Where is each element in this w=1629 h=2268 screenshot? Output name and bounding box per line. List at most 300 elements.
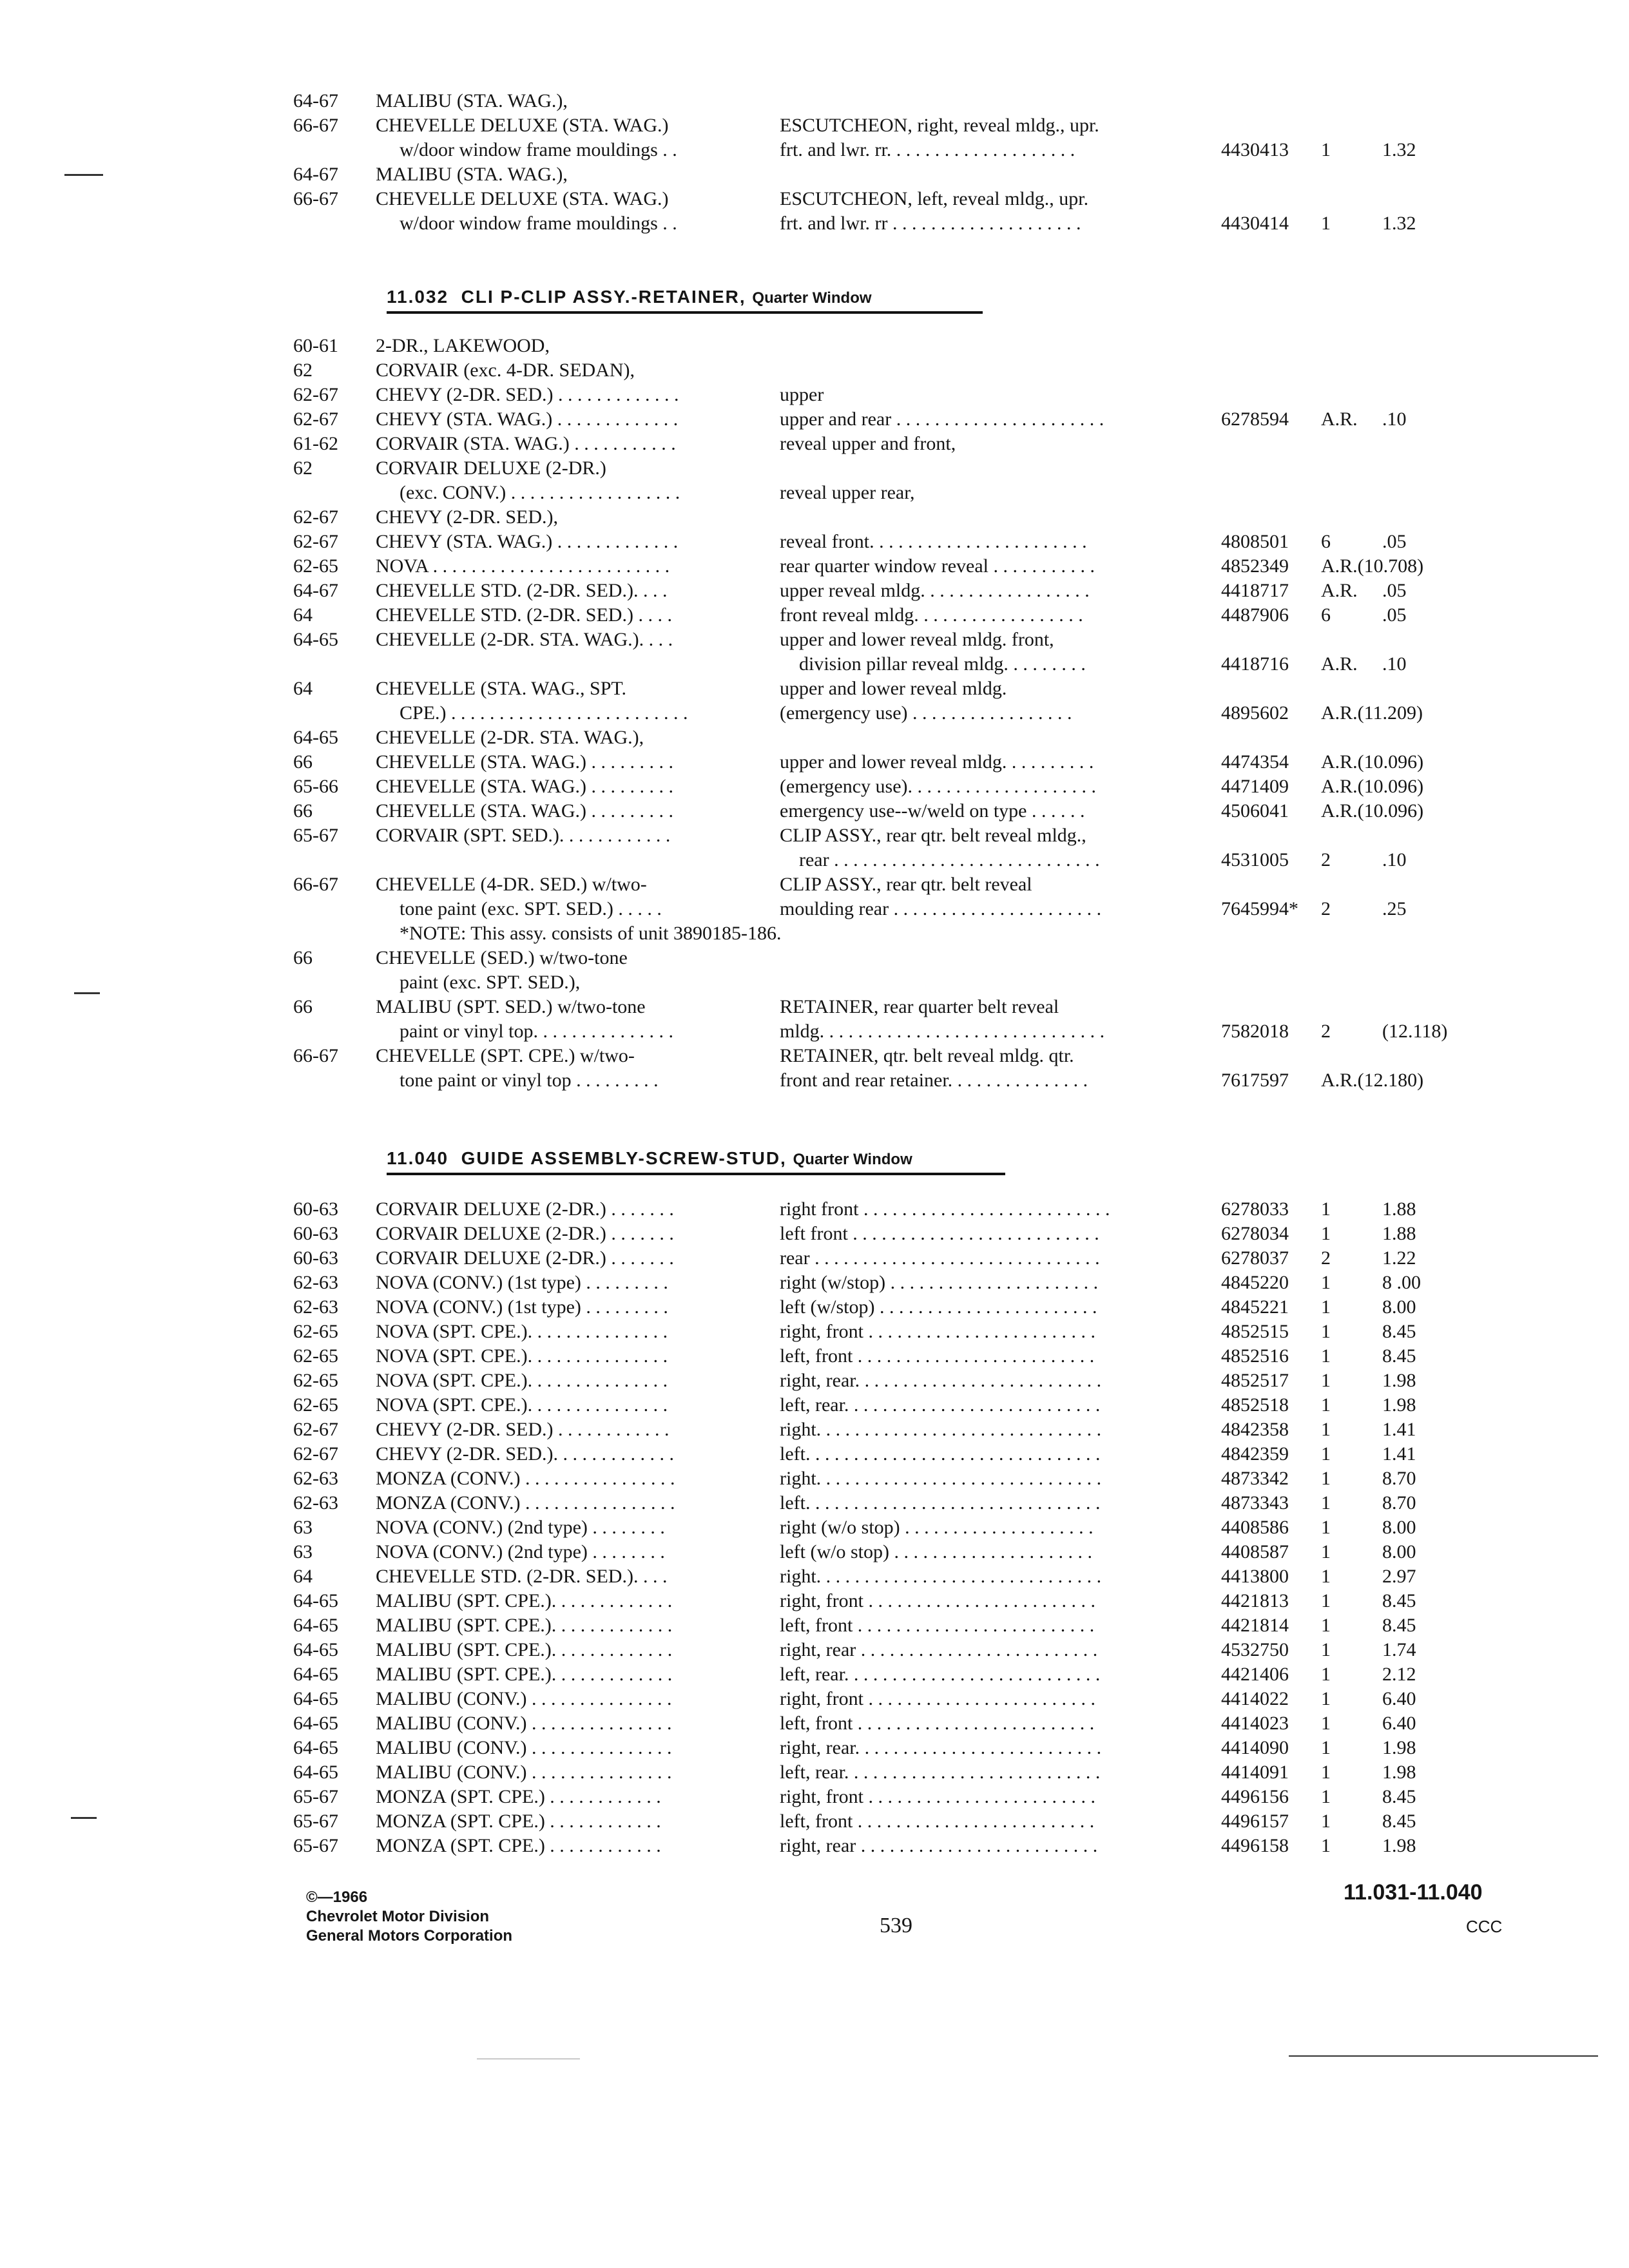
entry-quantity: 1: [1321, 1786, 1331, 1807]
entry-part-number: 4842358: [1221, 1419, 1289, 1440]
entry-year: 66: [293, 751, 313, 773]
entry-description: right (w/o stop) . . . . . . . . . . . . . . . . . . . .: [780, 1517, 1094, 1538]
entry-part-number: 4895602: [1221, 702, 1289, 724]
entry-part-number: 4414023: [1221, 1713, 1289, 1734]
entry-description: division pillar reveal mldg. . . . . . . . .: [799, 653, 1086, 675]
entry-model: CORVAIR (STA. WAG.) . . . . . . . . . . .: [376, 433, 676, 454]
entry-part-number: 4421813: [1221, 1590, 1289, 1611]
entry-model: NOVA (CONV.) (2nd type) . . . . . . . .: [376, 1541, 665, 1562]
entry-model: MONZA (CONV.) . . . . . . . . . . . . . . . .: [376, 1468, 675, 1489]
entry-price: 1.88: [1382, 1223, 1416, 1244]
entry-model: MALIBU (CONV.) . . . . . . . . . . . . . . .: [376, 1762, 672, 1783]
entry-model: MALIBU (SPT. CPE.). . . . . . . . . . . . .: [376, 1590, 673, 1611]
entry-price: .05: [1382, 604, 1407, 626]
entry-description: emergency use--w/weld on type . . . . . .: [780, 800, 1085, 822]
entry-description: left, rear. . . . . . . . . . . . . . . . . . . . . . . . . . .: [780, 1664, 1101, 1685]
entry-model: MONZA (CONV.) . . . . . . . . . . . . . . . .: [376, 1492, 675, 1514]
entry-description: left, front . . . . . . . . . . . . . . . . . . . . . . . . .: [780, 1615, 1095, 1636]
entry-year: 60-63: [293, 1198, 338, 1220]
entry-year: 62-65: [293, 1345, 338, 1367]
entry-description: moulding rear . . . . . . . . . . . . . . . . . . . . . .: [780, 898, 1102, 919]
entry-price: 6.40: [1382, 1688, 1416, 1709]
entry-year: 64-67: [293, 580, 338, 601]
entry-model: NOVA (SPT. CPE.). . . . . . . . . . . . . . .: [376, 1394, 668, 1416]
entry-description: right, front . . . . . . . . . . . . . . . . . . . . . . . .: [780, 1688, 1095, 1709]
entry-year: 64-65: [293, 1639, 338, 1660]
entry-model: NOVA (SPT. CPE.). . . . . . . . . . . . . . .: [376, 1321, 668, 1342]
entry-price: 6.40: [1382, 1713, 1416, 1734]
entry-price: 8.45: [1382, 1321, 1416, 1342]
entry-quantity: 1: [1321, 1541, 1331, 1562]
entry-price: .05: [1382, 531, 1407, 552]
entry-description: reveal upper and front,: [780, 433, 956, 454]
entry-model: CHEVELLE (SED.) w/two-tone: [376, 947, 628, 968]
entry-description: upper reveal mldg. . . . . . . . . . . . . . . . . .: [780, 580, 1090, 601]
entry-part-number: 4430413: [1221, 139, 1289, 160]
entry-quantity: A.R.(12.180): [1321, 1070, 1424, 1091]
entry-year: 63: [293, 1541, 313, 1562]
entry-quantity: 1: [1321, 1615, 1331, 1636]
entry-model: MALIBU (STA. WAG.),: [376, 90, 568, 111]
entry-price: 1.98: [1382, 1835, 1416, 1856]
entry-year: 62-63: [293, 1492, 338, 1514]
entry-year: 64-65: [293, 629, 338, 650]
entry-price: 8.70: [1382, 1492, 1416, 1514]
entry-part-number: 4414090: [1221, 1737, 1289, 1758]
entry-year: 62-67: [293, 384, 338, 405]
entry-part-number: 4852516: [1221, 1345, 1289, 1367]
entry-price: 8.45: [1382, 1345, 1416, 1367]
entry-year: 61-62: [293, 433, 338, 454]
entry-year: 66: [293, 800, 313, 822]
entry-model: CHEVELLE DELUXE (STA. WAG.): [376, 188, 669, 209]
entry-year: 66-67: [293, 874, 338, 895]
entry-description: left. . . . . . . . . . . . . . . . . . . . . . . . . . . . . . .: [780, 1443, 1101, 1465]
entry-price: .25: [1382, 898, 1407, 919]
entry-year: 64-67: [293, 90, 338, 111]
entry-price: 8.45: [1382, 1590, 1416, 1611]
entry-description: left. . . . . . . . . . . . . . . . . . . . . . . . . . . . . . .: [780, 1492, 1101, 1514]
copyright: ©—1966: [306, 1888, 368, 1906]
entry-year: 62-67: [293, 408, 338, 430]
entry-part-number: 7582018: [1221, 1021, 1289, 1042]
entry-price: 1.22: [1382, 1247, 1416, 1269]
entry-model: CHEVELLE (2-DR. STA. WAG.). . . .: [376, 629, 673, 650]
entry-year: 66: [293, 996, 313, 1017]
entry-year: 64-67: [293, 164, 338, 185]
entry-year: 64-65: [293, 1615, 338, 1636]
entry-model: CHEVY (STA. WAG.) . . . . . . . . . . . . .: [376, 531, 679, 552]
entry-quantity: 1: [1321, 1590, 1331, 1611]
entry-quantity: 1: [1321, 1737, 1331, 1758]
entry-price: 8.45: [1382, 1786, 1416, 1807]
entry-description: right, rear . . . . . . . . . . . . . . . . . . . . . . . . .: [780, 1835, 1098, 1856]
entry-part-number: 4413800: [1221, 1566, 1289, 1587]
entry-year: 63: [293, 1517, 313, 1538]
division-name: Chevrolet Motor Division: [306, 1908, 490, 1925]
entry-quantity: 1: [1321, 1321, 1331, 1342]
entry-part-number: 4496157: [1221, 1811, 1289, 1832]
entry-description: (emergency use). . . . . . . . . . . . . . . . . . . .: [780, 776, 1097, 797]
entry-price: 8.70: [1382, 1468, 1416, 1489]
entry-year: 64-65: [293, 1713, 338, 1734]
entry-description: right. . . . . . . . . . . . . . . . . . . . . . . . . . . . . .: [780, 1566, 1102, 1587]
scan-mark: [71, 1817, 97, 1819]
entry-quantity: A.R.(10.096): [1321, 800, 1424, 822]
entry-year: 66: [293, 947, 313, 968]
entry-part-number: 6278033: [1221, 1198, 1289, 1220]
entry-part-number: 4421406: [1221, 1664, 1289, 1685]
entry-price: 1.74: [1382, 1639, 1416, 1660]
entry-quantity: 6: [1321, 604, 1331, 626]
scan-mark: [1289, 2055, 1598, 2057]
entry-year: 64-65: [293, 1590, 338, 1611]
entry-model: w/door window frame mouldings . .: [400, 139, 677, 160]
entry-description: frt. and lwr. rr. . . . . . . . . . . . . . . . . . . .: [780, 139, 1075, 160]
entry-part-number: 6278594: [1221, 408, 1289, 430]
entry-part-number: 4808501: [1221, 531, 1289, 552]
entry-model: MONZA (SPT. CPE.) . . . . . . . . . . . .: [376, 1835, 661, 1856]
entry-part-number: 4852515: [1221, 1321, 1289, 1342]
entry-model: paint or vinyl top. . . . . . . . . . . . . . .: [400, 1021, 673, 1042]
entry-model: NOVA (CONV.) (2nd type) . . . . . . . .: [376, 1517, 665, 1538]
entry-model: w/door window frame mouldings . .: [400, 213, 677, 234]
entry-model: NOVA . . . . . . . . . . . . . . . . . . . . . . . . .: [376, 555, 670, 577]
entry-model: MALIBU (CONV.) . . . . . . . . . . . . . . .: [376, 1737, 672, 1758]
entry-description: rear . . . . . . . . . . . . . . . . . . . . . . . . . . . . . .: [780, 1247, 1100, 1269]
entry-description: left (w/stop) . . . . . . . . . . . . . . . . . . . . . . .: [780, 1296, 1097, 1318]
entry-part-number: 7617597: [1221, 1070, 1289, 1091]
entry-description: left front . . . . . . . . . . . . . . . . . . . . . . . . . .: [780, 1223, 1099, 1244]
entry-part-number: 4414022: [1221, 1688, 1289, 1709]
entry-model: CHEVELLE (STA. WAG.) . . . . . . . . .: [376, 776, 673, 797]
entry-quantity: A.R.(10.096): [1321, 776, 1424, 797]
entry-description: front and rear retainer. . . . . . . . . . . . . . .: [780, 1070, 1088, 1091]
entry-price: .10: [1382, 408, 1407, 430]
entry-description: right, rear. . . . . . . . . . . . . . . . . . . . . . . . . .: [780, 1370, 1102, 1391]
entry-description: left, front . . . . . . . . . . . . . . . . . . . . . . . . .: [780, 1345, 1095, 1367]
entry-quantity: 1: [1321, 1811, 1331, 1832]
entry-model: CORVAIR DELUXE (2-DR.) . . . . . . .: [376, 1198, 674, 1220]
entry-part-number: 4496158: [1221, 1835, 1289, 1856]
entry-year: 64-65: [293, 1762, 338, 1783]
entry-year: 62-65: [293, 1321, 338, 1342]
entry-part-number: 4532750: [1221, 1639, 1289, 1660]
entry-quantity: 1: [1321, 1688, 1331, 1709]
entry-description: left, rear. . . . . . . . . . . . . . . . . . . . . . . . . . .: [780, 1762, 1101, 1783]
entry-part-number: 4531005: [1221, 849, 1289, 870]
entry-part-number: 4430414: [1221, 213, 1289, 234]
entry-quantity: 1: [1321, 1443, 1331, 1465]
entry-price: 2.12: [1382, 1664, 1416, 1685]
entry-model: NOVA (SPT. CPE.). . . . . . . . . . . . . . .: [376, 1345, 668, 1367]
entry-description: rear . . . . . . . . . . . . . . . . . . . . . . . . . . . .: [799, 849, 1100, 870]
entry-model: CHEVELLE (2-DR. STA. WAG.),: [376, 727, 644, 748]
entry-part-number: 4852518: [1221, 1394, 1289, 1416]
entry-year: 62-63: [293, 1272, 338, 1293]
entry-description: reveal upper rear,: [780, 482, 915, 503]
entry-model: NOVA (SPT. CPE.). . . . . . . . . . . . . . .: [376, 1370, 668, 1391]
entry-quantity: A.R.(10.096): [1321, 751, 1424, 773]
entry-model: CHEVELLE STD. (2-DR. SED.). . . .: [376, 580, 668, 601]
entry-year: 64-65: [293, 1737, 338, 1758]
scan-mark: [64, 174, 103, 176]
entry-description: CLIP ASSY., rear qtr. belt reveal: [780, 874, 1032, 895]
entry-model: CHEVELLE (SPT. CPE.) w/two-: [376, 1045, 635, 1066]
entry-year: 62-63: [293, 1468, 338, 1489]
entry-year: 64: [293, 604, 313, 626]
entry-description: mldg. . . . . . . . . . . . . . . . . . . . . . . . . . . . . .: [780, 1021, 1105, 1042]
entry-quantity: A.R.: [1321, 408, 1358, 430]
entry-year: 60-61: [293, 335, 338, 356]
entry-quantity: 1: [1321, 1419, 1331, 1440]
entry-model: tone paint or vinyl top . . . . . . . . .: [400, 1070, 659, 1091]
entry-year: 62-65: [293, 1370, 338, 1391]
entry-description: right, rear . . . . . . . . . . . . . . . . . . . . . . . . .: [780, 1639, 1098, 1660]
entry-description: right (w/stop) . . . . . . . . . . . . . . . . . . . . . .: [780, 1272, 1099, 1293]
entry-price: .10: [1382, 653, 1407, 675]
entry-year: 62: [293, 360, 313, 381]
entry-quantity: 6: [1321, 531, 1331, 552]
section-range: 11.031-11.040: [1344, 1880, 1483, 1905]
entry-price: 1.88: [1382, 1198, 1416, 1220]
entry-part-number: 4496156: [1221, 1786, 1289, 1807]
entry-model: MONZA (SPT. CPE.) . . . . . . . . . . . .: [376, 1786, 661, 1807]
entry-description: right. . . . . . . . . . . . . . . . . . . . . . . . . . . . . .: [780, 1468, 1102, 1489]
entry-part-number: 4408587: [1221, 1541, 1289, 1562]
entry-quantity: 1: [1321, 139, 1331, 160]
entry-description: right, front . . . . . . . . . . . . . . . . . . . . . . . .: [780, 1321, 1095, 1342]
entry-quantity: A.R.: [1321, 653, 1358, 675]
entry-description: CLIP ASSY., rear qtr. belt reveal mldg.,: [780, 825, 1086, 846]
entry-quantity: 1: [1321, 1272, 1331, 1293]
entry-price: 1.41: [1382, 1443, 1416, 1465]
entry-year: 64-65: [293, 1688, 338, 1709]
entry-description: right, rear. . . . . . . . . . . . . . . . . . . . . . . . . .: [780, 1737, 1102, 1758]
entry-price: 1.41: [1382, 1419, 1416, 1440]
section-heading-11-040: 11.040 GUIDE ASSEMBLY-SCREW-STUD, Quarter Window: [387, 1148, 912, 1168]
entry-part-number: 4414091: [1221, 1762, 1289, 1783]
entry-model: tone paint (exc. SPT. SED.) . . . . .: [400, 898, 662, 919]
entry-description: right. . . . . . . . . . . . . . . . . . . . . . . . . . . . . .: [780, 1419, 1102, 1440]
entry-part-number: 4852517: [1221, 1370, 1289, 1391]
entry-model: CHEVELLE (STA. WAG.) . . . . . . . . .: [376, 751, 673, 773]
entry-model: CHEVY (2-DR. SED.) . . . . . . . . . . . .: [376, 1419, 670, 1440]
entry-description: ESCUTCHEON, right, reveal mldg., upr.: [780, 115, 1099, 136]
entry-model: CORVAIR (exc. 4-DR. SEDAN),: [376, 360, 635, 381]
entry-year: 62-63: [293, 1296, 338, 1318]
entry-year: 64: [293, 678, 313, 699]
entry-year: 66-67: [293, 1045, 338, 1066]
entry-model: CHEVELLE (4-DR. SED.) w/two-: [376, 874, 647, 895]
entry-part-number: 4506041: [1221, 800, 1289, 822]
entry-quantity: 1: [1321, 1566, 1331, 1587]
entry-year: 65-67: [293, 1835, 338, 1856]
entry-description: reveal front. . . . . . . . . . . . . . . . . . . . . . .: [780, 531, 1087, 552]
entry-quantity: 2: [1321, 898, 1331, 919]
entry-model: MALIBU (SPT. CPE.). . . . . . . . . . . . .: [376, 1664, 673, 1685]
entry-price: .10: [1382, 849, 1407, 870]
entry-part-number: 4845220: [1221, 1272, 1289, 1293]
entry-model: MALIBU (SPT. SED.) w/two-tone: [376, 996, 646, 1017]
entry-quantity: A.R.(11.209): [1321, 702, 1423, 724]
entry-price: 8.00: [1382, 1296, 1416, 1318]
section-heading-11-032: 11.032 CLI P-CLIP ASSY.-RETAINER, Quarter Window: [387, 287, 872, 307]
entry-description: right, front . . . . . . . . . . . . . . . . . . . . . . . .: [780, 1590, 1095, 1611]
entry-quantity: 1: [1321, 1835, 1331, 1856]
entry-description: ESCUTCHEON, left, reveal mldg., upr.: [780, 188, 1089, 209]
entry-price: 1.98: [1382, 1370, 1416, 1391]
entry-year: 62-67: [293, 531, 338, 552]
entry-year: 62-67: [293, 1443, 338, 1465]
entry-model: MALIBU (CONV.) . . . . . . . . . . . . . . .: [376, 1713, 672, 1734]
entry-quantity: 1: [1321, 1639, 1331, 1660]
entry-model: CORVAIR DELUXE (2-DR.) . . . . . . .: [376, 1223, 674, 1244]
entry-model: CHEVELLE DELUXE (STA. WAG.): [376, 115, 669, 136]
entry-description: RETAINER, rear quarter belt reveal: [780, 996, 1059, 1017]
entry-quantity: 1: [1321, 1762, 1331, 1783]
entry-model: MALIBU (STA. WAG.),: [376, 164, 568, 185]
entry-description: upper and lower reveal mldg.: [780, 678, 1007, 699]
entry-part-number: 4471409: [1221, 776, 1289, 797]
entry-quantity: 1: [1321, 1492, 1331, 1514]
entry-year: 65-67: [293, 825, 338, 846]
entry-price: 1.98: [1382, 1394, 1416, 1416]
entry-quantity: 1: [1321, 1198, 1331, 1220]
entry-quantity: 1: [1321, 1345, 1331, 1367]
heading-underline: [387, 311, 983, 314]
entry-description: front reveal mldg. . . . . . . . . . . . . . . . . .: [780, 604, 1083, 626]
entry-price: 1.32: [1382, 139, 1416, 160]
entry-quantity: 2: [1321, 849, 1331, 870]
entry-model: CPE.) . . . . . . . . . . . . . . . . . . . . . . . . .: [400, 702, 688, 724]
entry-year: 66-67: [293, 188, 338, 209]
entry-model: MALIBU (CONV.) . . . . . . . . . . . . . . .: [376, 1688, 672, 1709]
corporation-name: General Motors Corporation: [306, 1927, 513, 1945]
entry-description: left, front . . . . . . . . . . . . . . . . . . . . . . . . .: [780, 1811, 1095, 1832]
entry-year: 60-63: [293, 1247, 338, 1269]
entry-part-number: 4873343: [1221, 1492, 1289, 1514]
entry-price: (12.118): [1382, 1021, 1448, 1042]
scan-mark: [74, 992, 100, 994]
entry-quantity: 2: [1321, 1247, 1331, 1269]
entry-quantity: A.R.(10.708): [1321, 555, 1424, 577]
entry-price: 8 .00: [1382, 1272, 1421, 1293]
entry-quantity: 1: [1321, 1394, 1331, 1416]
entry-description: upper and lower reveal mldg. front,: [780, 629, 1054, 650]
entry-model: CHEVY (2-DR. SED.),: [376, 506, 559, 528]
entry-price: 8.00: [1382, 1517, 1416, 1538]
entry-description: upper and lower reveal mldg. . . . . . . . . .: [780, 751, 1094, 773]
entry-year: 64-65: [293, 1664, 338, 1685]
entry-model: MALIBU (SPT. CPE.). . . . . . . . . . . . .: [376, 1615, 673, 1636]
entry-model: MONZA (SPT. CPE.) . . . . . . . . . . . .: [376, 1811, 661, 1832]
entry-part-number: 6278037: [1221, 1247, 1289, 1269]
entry-model: CORVAIR DELUXE (2-DR.) . . . . . . .: [376, 1247, 674, 1269]
entry-model: CHEVY (STA. WAG.) . . . . . . . . . . . . .: [376, 408, 679, 430]
entry-quantity: 2: [1321, 1021, 1331, 1042]
entry-part-number: 4845221: [1221, 1296, 1289, 1318]
entry-year: 65-66: [293, 776, 338, 797]
entry-model: paint (exc. SPT. SED.),: [400, 972, 581, 993]
entry-model: NOVA (CONV.) (1st type) . . . . . . . . .: [376, 1296, 668, 1318]
entry-price: 1.32: [1382, 213, 1416, 234]
entry-model: 2-DR., LAKEWOOD,: [376, 335, 550, 356]
entry-price: 8.45: [1382, 1615, 1416, 1636]
entry-quantity: A.R.: [1321, 580, 1358, 601]
entry-quantity: 1: [1321, 1223, 1331, 1244]
entry-price: 1.98: [1382, 1737, 1416, 1758]
page-code: CCC: [1466, 1917, 1503, 1936]
entry-model: NOVA (CONV.) (1st type) . . . . . . . . .: [376, 1272, 668, 1293]
entry-description: left (w/o stop) . . . . . . . . . . . . . . . . . . . . .: [780, 1541, 1092, 1562]
entry-price: 2.97: [1382, 1566, 1416, 1587]
entry-price: 8.00: [1382, 1541, 1416, 1562]
entry-price: .05: [1382, 580, 1407, 601]
entry-description: rear quarter window reveal . . . . . . . . . . .: [780, 555, 1095, 577]
entry-part-number: 4418716: [1221, 653, 1289, 675]
entry-model: CHEVELLE (STA. WAG., SPT.: [376, 678, 626, 699]
entry-model: CORVAIR (SPT. SED.). . . . . . . . . . . .: [376, 825, 671, 846]
entry-year: 64: [293, 1566, 313, 1587]
entry-part-number: 4873342: [1221, 1468, 1289, 1489]
entry-model: *NOTE: This assy. consists of unit 3890185-186.: [400, 923, 782, 944]
entry-year: 65-67: [293, 1811, 338, 1832]
entry-year: 62-67: [293, 1419, 338, 1440]
entry-year: 62-67: [293, 506, 338, 528]
entry-part-number: 4474354: [1221, 751, 1289, 773]
entry-part-number: 7645994*: [1221, 898, 1298, 919]
entry-part-number: 6278034: [1221, 1223, 1289, 1244]
entry-part-number: 4408586: [1221, 1517, 1289, 1538]
page-number: 539: [880, 1914, 912, 1937]
entry-model: CHEVELLE STD. (2-DR. SED.). . . .: [376, 1566, 668, 1587]
entry-description: right front . . . . . . . . . . . . . . . . . . . . . . . . . .: [780, 1198, 1110, 1220]
entry-model: CHEVELLE STD. (2-DR. SED.) . . . .: [376, 604, 672, 626]
entry-description: frt. and lwr. rr . . . . . . . . . . . . . . . . . . . .: [780, 213, 1081, 234]
entry-quantity: 1: [1321, 1517, 1331, 1538]
entry-quantity: 1: [1321, 213, 1331, 234]
entry-year: 66-67: [293, 115, 338, 136]
entry-quantity: 1: [1321, 1713, 1331, 1734]
entry-description: (emergency use) . . . . . . . . . . . . . . . . .: [780, 702, 1072, 724]
heading-underline: [387, 1173, 1005, 1175]
entry-part-number: 4852349: [1221, 555, 1289, 577]
entry-part-number: 4421814: [1221, 1615, 1289, 1636]
entry-year: 64-65: [293, 727, 338, 748]
entry-part-number: 4487906: [1221, 604, 1289, 626]
entry-part-number: 4418717: [1221, 580, 1289, 601]
entry-quantity: 1: [1321, 1664, 1331, 1685]
entry-description: left, front . . . . . . . . . . . . . . . . . . . . . . . . .: [780, 1713, 1095, 1734]
entry-year: 65-67: [293, 1786, 338, 1807]
entry-description: upper: [780, 384, 824, 405]
entry-price: 8.45: [1382, 1811, 1416, 1832]
entry-model: CHEVY (2-DR. SED.). . . . . . . . . . . . .: [376, 1443, 675, 1465]
entry-quantity: 1: [1321, 1468, 1331, 1489]
entry-description: left, rear. . . . . . . . . . . . . . . . . . . . . . . . . . .: [780, 1394, 1101, 1416]
entry-description: upper and rear . . . . . . . . . . . . . . . . . . . . . .: [780, 408, 1104, 430]
entry-quantity: 1: [1321, 1296, 1331, 1318]
entry-description: RETAINER, qtr. belt reveal mldg. qtr.: [780, 1045, 1074, 1066]
entry-year: 62-65: [293, 1394, 338, 1416]
entry-year: 62-65: [293, 555, 338, 577]
entry-model: MALIBU (SPT. CPE.). . . . . . . . . . . . .: [376, 1639, 673, 1660]
entry-price: 1.98: [1382, 1762, 1416, 1783]
entry-model: (exc. CONV.) . . . . . . . . . . . . . . . . . .: [400, 482, 680, 503]
entry-part-number: 4842359: [1221, 1443, 1289, 1465]
entry-description: right, front . . . . . . . . . . . . . . . . . . . . . . . .: [780, 1786, 1095, 1807]
